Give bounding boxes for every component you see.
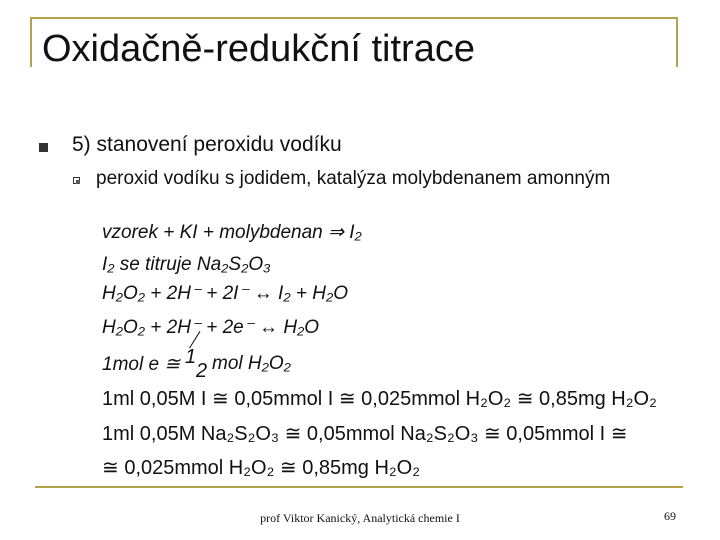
footer-author: prof Viktor Kanický, Analytická chemie I	[260, 511, 460, 525]
bullet-box-icon	[73, 177, 80, 184]
equation-line-8: ≅ 0,025mmol H₂O₂ ≅ 0,85mg H₂O₂	[102, 457, 420, 479]
equation-line-3: H₂O₂ + 2H⁻ + 2I⁻ ↔ I₂ + H₂O	[102, 283, 348, 304]
slide-title: Oxidačně-redukční titrace	[42, 28, 475, 70]
bullet-level2-text: peroxid vodíku s jodidem, katalýza molybdenanem amonným	[96, 168, 611, 189]
page-number: 69	[664, 509, 676, 523]
title-frame-right	[676, 17, 678, 67]
equation-line-7: 1ml 0,05M Na₂S₂O₃ ≅ 0,05mmol Na₂S₂O₃ ≅ 0,05mmol I ≅	[102, 423, 628, 445]
equation-line-1: vzorek + KI + molybdenan ⇒ I₂	[102, 222, 362, 243]
fraction-denominator: 2	[196, 360, 208, 382]
bullet-square-icon	[39, 143, 48, 152]
fraction-numerator: 1	[185, 346, 197, 368]
equation-line-6: 1ml 0,05M I ≅ 0,05mmol I ≅ 0,025mmol H₂O₂ ≅ 0,85mg H₂O₂	[102, 388, 657, 410]
title-frame-left	[30, 17, 32, 67]
bullet-level1-text: 5) stanovení peroxidu vodíku	[72, 133, 342, 156]
equation-line-2: I₂ se titruje Na₂S₂O₃	[102, 254, 271, 275]
title-frame-top	[30, 17, 678, 19]
equation-line-5-prefix: 1mol e ≅	[102, 354, 181, 375]
footer-divider	[35, 486, 683, 488]
equation-line-4: H₂O₂ + 2H⁻ + 2e⁻ ↔ H₂O	[102, 317, 320, 338]
equation-line-5-suffix: mol H₂O₂	[212, 353, 291, 374]
